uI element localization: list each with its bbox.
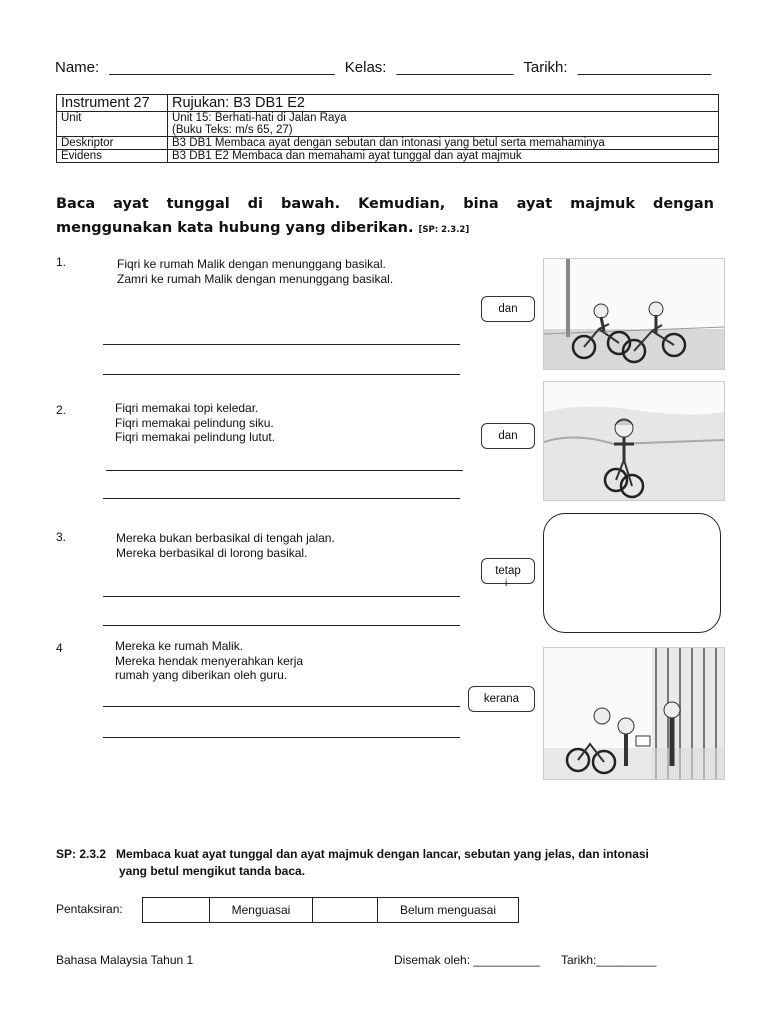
student-info-line [55, 59, 717, 76]
belum-menguasai-checkbox[interactable] [313, 898, 378, 923]
instrument-cell: Instrument 27 [57, 95, 168, 112]
question-1-sentences [117, 257, 393, 286]
sentence: Mereka ke rumah Malik. [115, 639, 244, 653]
answer-line[interactable] [103, 596, 460, 597]
instruction-sp: [SP: 2.3.2] [418, 225, 470, 235]
question-1-number: 1. [56, 255, 67, 269]
empty-drawing-box[interactable] [543, 513, 721, 633]
answer-line[interactable] [103, 625, 460, 626]
sp-code: SP: 2.3.2 [56, 847, 107, 861]
conjunction-box-dan: dan [481, 296, 535, 322]
kelas-field[interactable]: ______________ [396, 59, 514, 76]
question-2-sentences [115, 401, 275, 445]
checked-by-field[interactable]: Disemak oleh: __________ [394, 953, 541, 967]
conjunction-box-kerana: kerana [468, 686, 535, 712]
sentence: Fiqri memakai pelindung siku. [115, 415, 274, 430]
deskriptor-label: Deskriptor [57, 137, 168, 150]
children-at-gate-illustration [543, 647, 725, 780]
question-4-sentences [115, 639, 303, 683]
unit-textbook: (Buku Teks: m/s 65, 27) [172, 124, 293, 136]
menguasai-label: Menguasai [210, 898, 313, 923]
unit-label: Unit [57, 112, 168, 137]
conjunction-box-tetapi: tetap [481, 558, 535, 584]
kelas-label: Kelas: [344, 59, 387, 76]
sentence: Mereka berbasikal di lorong basikal. [116, 545, 308, 560]
question-2-number: 2. [56, 403, 67, 417]
answer-line[interactable] [103, 344, 460, 345]
menguasai-checkbox[interactable] [143, 898, 210, 923]
sp-description [56, 846, 716, 880]
belum-menguasai-label: Belum menguasai [378, 898, 519, 923]
answer-line[interactable] [103, 706, 460, 707]
two-boys-cycling-illustration [543, 258, 725, 370]
answer-line[interactable] [106, 470, 463, 471]
question-3-sentences [116, 531, 335, 560]
sentence: Mereka hendak menyerahkan kerja [115, 653, 304, 668]
conjunction-box-dan: dan [481, 423, 535, 449]
sentence: Mereka bukan berbasikal di tengah jalan. [116, 531, 335, 545]
assessment-label: Pentaksiran: [56, 902, 123, 916]
subject-label: Bahasa Malaysia Tahun 1 [56, 953, 194, 967]
name-label: Name: [55, 59, 100, 76]
assessment-table [142, 897, 519, 923]
evidens-label: Evidens [57, 150, 168, 163]
sentence: Fiqri memakai topi keledar. [115, 401, 259, 415]
sentence: rumah yang diberikan oleh guru. [115, 668, 288, 682]
tarikh-field[interactable]: ________________ [577, 59, 712, 76]
instrument-table [56, 94, 719, 163]
tarikh-label: Tarikh: [523, 59, 568, 76]
answer-line[interactable] [103, 374, 460, 375]
sp-line-2: yang betul mengikut tanda baca. [119, 864, 306, 878]
deskriptor-cell: B3 DB1 Membaca ayat dengan sebutan dan intonasi yang betul serta memahaminya [168, 137, 719, 150]
sp-line-1: Membaca kuat ayat tunggal dan ayat majmuk dengan lancar, sebutan yang jelas, dan intonasi [116, 847, 649, 861]
unit-line: Unit 15: Berhati-hati di Jalan Raya [172, 112, 347, 124]
instruction-text: Baca ayat tunggal di bawah. Kemudian, bina ayat majmuk dengan menggunakan kata hubung yang diberikan. [56, 196, 714, 236]
boy-with-helmet-cycling-illustration [543, 381, 725, 501]
sentence: Fiqri memakai pelindung lutut. [115, 430, 276, 444]
instruction [56, 192, 714, 240]
evidens-cell: B3 DB1 E2 Membaca dan memahami ayat tunggal dan ayat majmuk [168, 150, 719, 163]
footer-date-field[interactable]: Tarikh:_________ [561, 953, 657, 967]
unit-cell [168, 112, 719, 137]
name-field[interactable]: ___________________________ [109, 59, 335, 76]
answer-line[interactable] [103, 498, 460, 499]
conjunction-overflow-mark: i [505, 578, 508, 589]
rujukan-cell: Rujukan: B3 DB1 E2 [168, 95, 719, 112]
sentence: Zamri ke rumah Malik dengan menunggang basikal. [117, 271, 394, 286]
answer-line[interactable] [103, 737, 460, 738]
sentence: Fiqri ke rumah Malik dengan menunggang basikal. [117, 257, 386, 271]
question-3-number: 3. [56, 530, 67, 544]
question-4-number: 4 [56, 641, 63, 655]
